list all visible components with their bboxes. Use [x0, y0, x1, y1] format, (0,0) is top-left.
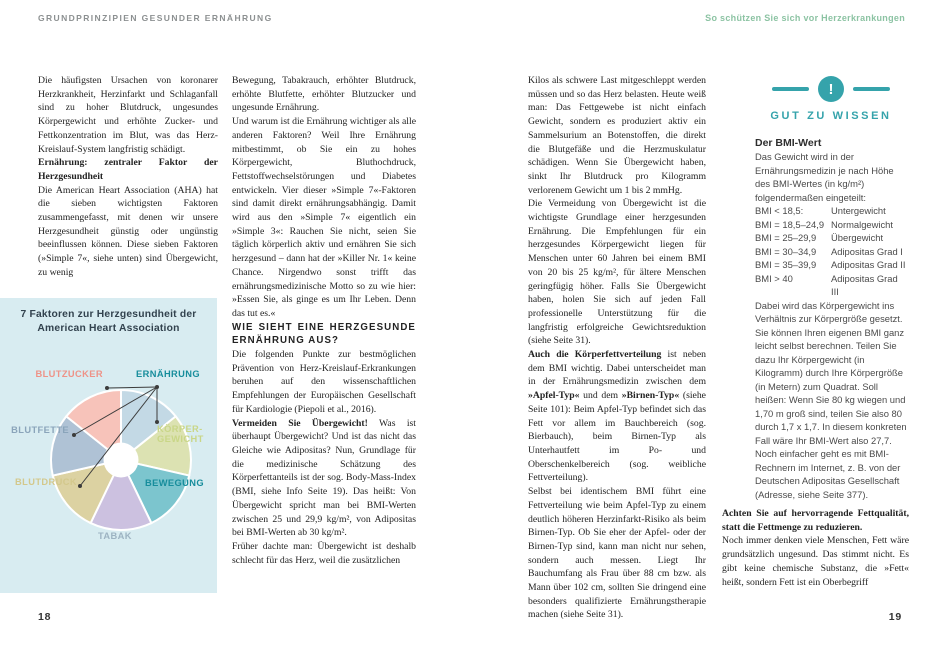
- paragraph: Selbst bei identischem BMI führt eine Fettverteilung wie beim Apfel-Typ zu einem deutlich höheren Herzinfarkt-Risiko als beim Birnen-Typ. Ob Sie eher der Apfel- oder der Birnen-Typ sind, kann man nicht nur sehen, sondern auch messen. Liegt Ihr Bauchumfang als Frau über 88 cm bzw. als Mann über 102 cm, sollten Sie dringend eine besonders qualifizierte Ernährungstherapie machen (siehe Seite 31).: [528, 486, 706, 621]
- paragraph: Kilos als schwere Last mitgeschleppt werden müssen und so das Herz belasten. Heute weiß man: Das Fettgewebe ist nicht einfach Gewicht, sondern es produziert aktiv ein Sammelsurium an Botenstoffen, die direkt die Blutgefäße und die Herzmuskulatur schädigen. Wenn Sie Übergewicht haben, sinkt Ihr Blutdruck pro Kilogramm verlorenem Gewicht um 1 bis 2 mmHg.: [528, 75, 706, 196]
- bold-run: Vermeiden Sie Übergewicht!: [232, 417, 368, 429]
- bmi-table-row: [755, 204, 907, 218]
- sidebar-outro: Dabei wird das Körpergewicht ins Verhältnis zur Körpergröße gesetzt. Sie können Ihren eigenen BMI ganz leicht selbst berechnen. Teilen Sie dazu Ihr Körpergewicht (in Kilogramm) durch Ihre Körpergröße (in Metern) zum Quadrat. Soll heißen: Wenn Sie 80 kg wiegen und 1,70 m groß sind, teilen Sie also 80 durch 1,7 x 1,7. In diesem konkreten Fall wäre Ihr BMI-Wert also 27,7. Noch einfacher geht es mit BMI-Rechnern im Internet, z. B. von der Deutschen Adipositas Gesellschaft (Adresse, siehe Seite 377).: [755, 299, 907, 500]
- bmi-category: Adipositas Grad III: [831, 272, 898, 297]
- bmi-table: [755, 204, 907, 299]
- bmi-range: BMI = 35–39,9: [755, 259, 817, 270]
- gut-zu-wissen-icon-row: [755, 76, 907, 102]
- running-head-left: GRUNDPRINZIPIEN GESUNDER ERNÄHRUNG: [38, 13, 273, 23]
- bmi-table-row: [755, 218, 907, 232]
- bold-run: »Birnen-Typ«: [621, 390, 680, 402]
- paragraph: Die folgenden Punkte zur bestmöglichen Prävention von Herz-Kreislauf-Erkrankungen beruhen auf den wissenschaftlichen Empfehlungen der Europäischen Gesellschaft für Kardiologie (Piepoli et al., 2016).: [232, 349, 416, 415]
- exclamation-icon: !: [818, 76, 844, 102]
- running-head-right: So schützen Sie sich vor Herzerkrankungen: [705, 13, 905, 23]
- divider-line: [853, 87, 890, 91]
- paragraph: Und warum ist die Ernährung wichtiger als alle anderen Faktoren? Weil Ihre Ernährung mitbestimmt, ob Sie ein zu hohes Körpergewicht, Bluthochdruck, Fettstoffwechselstörungen und Diabetes entwickeln. Vier dieser »Simple 7«-Faktoren sind damit direkt ernährungsabhängig. Damit wird aus den »Simple 7« eigentlich ein »Simple 3«: Rauchen Sie nicht, seien Sie täglich körperlich aktiv und ernähren Sie sich herzgesund – dann hat der »Killer Nr. 1« keine Chance. Nirgendwo sonst trifft das ernährungsmedizinische Motto so zu wie hier: »Essen Sie, als ginge es um Ihr Leben. Denn das tut es.«: [232, 116, 416, 319]
- bold-run: Achten Sie auf hervorragende Fettqualität, statt die Fettmenge zu reduzieren.: [722, 508, 909, 533]
- bmi-range: BMI = 25–29,9: [755, 232, 817, 243]
- sidebar-intro: Das Gewicht wird in der Ernährungsmedizin je nach Höhe des BMI-Wertes (in kg/m²) folgendermaßen eingeteilt:: [755, 151, 894, 203]
- bmi-range: BMI = 30–34,9: [755, 245, 817, 257]
- pie-label-ernaehrung: ERNÄHRUNG: [136, 369, 201, 379]
- bmi-table-row: [755, 272, 907, 299]
- paragraph: Früher dachte man: Übergewicht ist deshalb schlecht für das Herz, weil die zusätzlichen: [232, 540, 416, 566]
- pie-label-tabak: TABAK: [98, 531, 132, 541]
- bold-run: Auch die Körperfettverteilung: [528, 349, 662, 361]
- paragraph: [528, 348, 706, 485]
- text-run: (siehe Seite 101): Beim Apfel-Typ befindet sich das Fett vor allem im Bauchbereich (sog. Bierbauch), beim Birnen-Typ als Unterhautfett im Po- und Oberschenkelbereich (sog. weibliche Fettverteilung).: [528, 390, 706, 484]
- page-number-right: 19: [888, 611, 902, 623]
- bmi-table-row: [755, 231, 907, 245]
- section-heading-ernaehrung: Ernährung: zentraler Faktor der Herzgesundheit: [38, 157, 218, 182]
- text-run: ist neben dem BMI wichtig. Dabei unterscheidet man in der Ernährungsmedizin zwischen dem: [528, 349, 706, 388]
- paragraph: [722, 507, 909, 589]
- left-page-column-1: [38, 74, 218, 280]
- pie-chart: [0, 298, 217, 593]
- bmi-range: BMI < 18,5:: [755, 205, 804, 216]
- left-page-column-2: [232, 74, 416, 567]
- right-page-bottom-paragraph: [722, 507, 909, 589]
- bmi-range: BMI = 18,5–24,9: [755, 218, 825, 230]
- paragraph: Die häufigsten Ursachen von koronarer Herzkrankheit, Herzinfarkt und Schlaganfall sind zu hoher Blutdruck, ungesundes Körpergewicht und erhöhte Zucker- und Fettkonzentration im Blut, was das Herz-Kreislauf-System langfristig schädigt.: [38, 75, 218, 155]
- pie-label-bewegung: BEWEGUNG: [145, 478, 204, 488]
- bold-run: »Apfel-Typ«: [528, 390, 580, 402]
- right-page-column-1: [528, 74, 706, 622]
- bmi-category: Übergewicht: [831, 232, 884, 243]
- bmi-table-row: [755, 258, 907, 272]
- seven-factors-infobox: [0, 298, 217, 593]
- bmi-table-row: [755, 245, 907, 259]
- bmi-heading: Der BMI-Wert: [755, 136, 822, 149]
- pie-label-blutzucker: BLUTZUCKER: [35, 369, 103, 379]
- paragraph: Die Vermeidung von Übergewicht ist die wichtigste Grundlage einer herzgesunden Ernährung. Die Empfehlungen für ein herzgesundes Körpergewicht liegen für Menschen unter 60 Jahren bei einem BMI von 20 bis 25 kg/m², für ältere Menschen geringfügig höher. Falls Sie Übergewicht haben, holen Sie sich auf jeden Fall professionelle Unterstützung für die langfristig erfolgreiche Gewichtsreduktion (siehe Seite 31).: [528, 198, 706, 347]
- text-run: Was ist überhaupt Übergewicht? Und ist das nicht das Gleiche wie Adipositas? Nun, Grundlage für die medizinische Schätzung des Körperfettanteils ist der sog. Body-Mass-Index (BMI, siehe Info Seite 19). Das heißt: Von Übergewicht spricht man bei BMI-Werten zwischen 25 und 29,9 kg/m², von Adipositas bei BMI-Werten ab 30 kg/m².: [232, 417, 416, 539]
- text-run: Noch immer denken viele Menschen, Fett wäre grundsätzlich ungesund. Das stimmt nicht. Es gibt keine chemische Substanz, die »Fett« heißt, sondern Fett ist ein Oberbegriff: [722, 535, 909, 588]
- bmi-category: Adipositas Grad II: [831, 259, 906, 270]
- text-run: und dem: [579, 390, 622, 402]
- bmi-category: Normalgewicht: [831, 218, 893, 230]
- paragraph: Bewegung, Tabakrauch, erhöhter Blutdruck, erhöhte Blutfette, erhöhter Blutzucker und ungesunde Ernährung.: [232, 75, 416, 114]
- pie-label-blutdruck: BLUTDRUCK: [15, 477, 77, 487]
- infobox-kicker: GUT ZU WISSEN: [770, 110, 892, 122]
- paragraph: Die American Heart Association (AHA) hat die sieben wichtigsten Faktoren zusammengefasst, mit denen wir unsere Herzgesundheit günstig oder ungünstig beeinflussen können. Diese sieben Faktoren (»Simple 7«, siehe unten) sind Übergewicht, zu wenig: [38, 184, 218, 278]
- pie-label-koerpergewicht: KÖRPER-GEWICHT: [157, 424, 204, 444]
- bmi-category: Adipositas Grad I: [831, 245, 903, 257]
- page-number-left: 18: [38, 611, 52, 623]
- pie-label-blutfette: BLUTFETTE: [11, 425, 69, 435]
- gut-zu-wissen-box: [755, 74, 907, 501]
- chapter-heading: WIE SIEHT EINE HERZGESUNDE ERNÄHRUNG AUS?: [232, 321, 416, 347]
- divider-line: [772, 87, 809, 91]
- paragraph: [232, 417, 416, 540]
- bmi-category: Untergewicht: [831, 205, 886, 216]
- bmi-range: BMI > 40: [755, 272, 793, 284]
- infobox-title: 7 Faktoren zur Herzgesundheit der American Heart Association: [20, 309, 197, 334]
